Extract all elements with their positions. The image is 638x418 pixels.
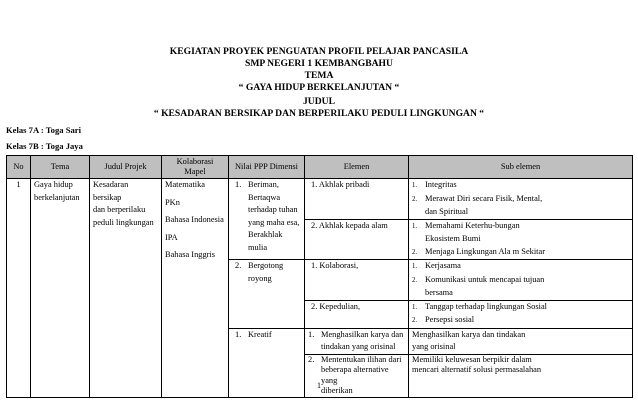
cell-sub-elemen (409, 328, 633, 354)
cell-dimensi-2 (229, 260, 305, 329)
dimensi-text: Kreatif (248, 329, 272, 339)
sub-text: Komunikasi untuk mencapai tujuan (425, 274, 545, 284)
header-judul-label: JUDUL (303, 96, 335, 107)
dimensi-number: 1. (235, 180, 242, 189)
cell-dimensi-1 (229, 179, 305, 260)
sub-elemen-line: dan Spiritual (425, 207, 469, 216)
sub-elemen-line: Menghasilkan karya dan tindakan (412, 329, 526, 339)
sub-text: Menjaga Lingkungan Ala m Sekitar (425, 246, 546, 256)
cell-mapel (162, 179, 229, 398)
mapel-item: Bahasa Indonesia (165, 215, 224, 224)
sub-number: 1. (412, 182, 418, 189)
elemen-text: Menghasilkan karya dan (321, 329, 404, 339)
sub-text: Persepsi sosial (425, 315, 475, 324)
sub-elemen-line: yang orisinal (412, 342, 456, 351)
elemen-line (308, 355, 405, 366)
cell-no: 1 (7, 179, 31, 398)
table-header-row (7, 156, 633, 179)
dimensi-line: yang maha esa, (248, 217, 300, 227)
dimensi-number: 1. (235, 329, 242, 339)
elemen-number: 2. (308, 354, 315, 364)
dimensi-line: Berakhlak mulia (248, 230, 283, 252)
sub-elemen-line (412, 301, 629, 315)
header-tema-label: TEMA (304, 70, 334, 81)
judul-line: Kesadaran bersikap (93, 180, 129, 202)
dimensi-line (235, 179, 301, 192)
kelas-7b: Kelas 7B : Toga Jaya (6, 141, 83, 151)
judul-line: dan berperilaku (93, 205, 146, 214)
header-judul: “ KESADARAN BERSIKAP DAN BERPERILAKU PEDULI LINGKUNGAN “ (153, 108, 485, 119)
sub-elemen-line (412, 274, 629, 288)
cell-tema (31, 179, 90, 398)
elemen-line (308, 329, 405, 342)
cell-sub-elemen (409, 219, 633, 260)
sub-elemen-line (412, 314, 629, 328)
dimensi-line (235, 329, 301, 342)
sub-number: 2. (412, 248, 418, 256)
cell-elemen: 1. Akhlak pribadi (305, 179, 409, 220)
sub-number: 1. (412, 263, 418, 270)
sub-number: 1. (412, 222, 418, 230)
col-no: No (7, 156, 31, 179)
elemen-line: tindakan yang orisinal (321, 342, 396, 351)
sub-elemen-line: mencari alternatif solusi permasalahan (412, 365, 542, 374)
sub-elemen-line (412, 260, 629, 274)
cell-elemen: 2. Akhlak kepada alam (305, 219, 409, 260)
col-judul: Judul Projek (90, 156, 162, 179)
sub-elemen-line: Memiliki keluwesan berpikir dalam (412, 354, 532, 364)
cell-elemen (305, 328, 409, 354)
sub-number: 2. (412, 276, 418, 284)
cell-sub-elemen (409, 260, 633, 301)
kelas-7a: Kelas 7A : Toga Sari (6, 125, 81, 135)
col-elemen: Elemen (305, 156, 409, 179)
mapel-item: PKn (165, 197, 180, 207)
cell-elemen: 2. Kepedulian, (305, 300, 409, 328)
table-row (7, 179, 633, 220)
tema-line: Gaya hidup (34, 180, 73, 189)
elemen-line: beberapa alternative yang (321, 365, 389, 385)
sub-number: 2. (412, 317, 418, 324)
sub-text: Kerjasama (425, 261, 461, 270)
dimensi-line: royong (248, 273, 272, 283)
elemen-text: Mententukan ilihan dari (321, 354, 402, 364)
col-sub-elemen: Sub elemen (409, 156, 633, 179)
cell-sub-elemen (409, 354, 633, 397)
sub-text: Merawat Diri secara Fisik, Mental, (425, 193, 543, 203)
dimensi-line: Bertaqwa (248, 192, 281, 202)
col-tema: Tema (31, 156, 90, 179)
mapel-item: Matematika (165, 180, 205, 189)
elemen-number: 1. (308, 329, 315, 339)
col-mapel: Kolaborasi Mapel (162, 156, 229, 179)
mapel-item: Bahasa Inggris (165, 250, 216, 259)
sub-elemen-line (412, 246, 629, 260)
cell-sub-elemen (409, 179, 633, 220)
dimensi-text: Beriman, (248, 180, 279, 189)
sub-elemen-line (412, 193, 629, 207)
judul-line: peduli lingkungan (93, 217, 154, 227)
project-table (6, 155, 633, 398)
sub-elemen-line: Ekosistem Bumi (425, 234, 481, 243)
sub-elemen-line: bersama (425, 288, 453, 297)
sub-elemen-line (412, 179, 629, 193)
col-dimensi: Nilai PPP Dimensi (229, 156, 305, 179)
page-number: 1 (317, 381, 321, 390)
header-tema: “ GAYA HIDUP BERKELANJUTAN “ (238, 82, 400, 93)
cell-elemen: 1. Kolaborasi, (305, 260, 409, 301)
header-school: SMP NEGERI 1 KEMBANGBAHU (245, 58, 393, 69)
sub-text: Memahami Keterhu-bungan (425, 220, 520, 230)
header-title: KEGIATAN PROYEK PENGUATAN PROFIL PELAJAR PANCASILA (169, 46, 469, 57)
elemen-line: diberikan (321, 386, 353, 395)
mapel-item: IPA (165, 232, 178, 242)
cell-elemen (305, 354, 409, 397)
sub-text: Integritas (425, 180, 457, 189)
dimensi-text: Bergotong (248, 261, 284, 270)
sub-number: 1. (412, 303, 418, 311)
sub-elemen-line (412, 220, 629, 234)
dimensi-line (235, 260, 301, 273)
tema-line: berkelanjutan (34, 192, 80, 202)
sub-text: Tanggap terhadap lingkungan Sosial (425, 301, 547, 311)
dimensi-line: terhadap tuhan (248, 205, 298, 214)
cell-sub-elemen (409, 300, 633, 328)
sub-number: 2. (412, 195, 418, 203)
dimensi-number: 2. (235, 261, 242, 270)
cell-judul (90, 179, 162, 398)
